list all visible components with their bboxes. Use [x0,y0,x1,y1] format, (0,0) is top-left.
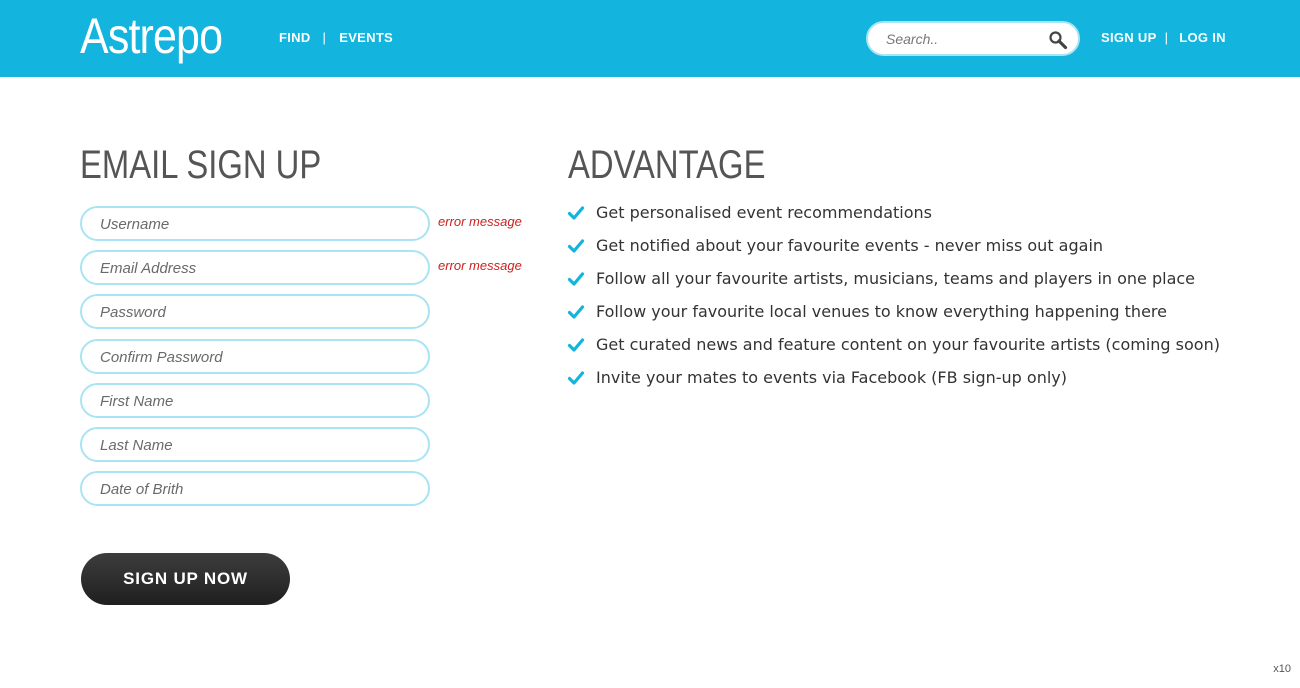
check-icon [568,238,584,254]
check-icon [568,370,584,386]
signup-title: EMAIL SIGN UP [80,143,322,187]
advantage-text: Get notified about your favourite events - never miss out again [596,236,1104,255]
advantage-text: Follow all your favourite artists, musicians, teams and players in one place [596,269,1196,288]
nav-separator: | [322,30,327,45]
username-field [80,206,430,241]
advantage-text: Follow your favourite local venues to know everything happening there [596,302,1167,321]
check-icon [568,205,584,221]
password-field [80,294,430,329]
list-item [568,295,1220,328]
check-icon [568,337,584,353]
last-name-field [80,427,430,462]
signup-link[interactable]: SIGN UP [1101,30,1157,45]
list-item [568,196,1220,229]
auth-nav [1101,30,1226,45]
logo[interactable]: Astrepo [80,8,223,64]
first-name-input[interactable] [100,391,410,411]
site-header [0,0,1300,77]
check-icon [568,271,584,287]
last-name-input[interactable] [100,435,410,455]
date-of-birth-input[interactable] [100,479,410,499]
advantage-list [568,196,1220,394]
auth-separator: | [1164,30,1169,45]
advantage-text: Get personalised event recommendations [596,203,932,222]
nav-find[interactable]: FIND [279,30,311,45]
list-item [568,229,1220,262]
list-item [568,328,1220,361]
advantage-text: Invite your mates to events via Facebook (FB sign-up only) [596,368,1068,387]
advantage-title: ADVANTAGE [568,143,766,187]
search-box [866,21,1080,56]
list-item [568,361,1220,394]
main-nav [279,30,393,45]
password-input[interactable] [100,302,410,322]
zoom-label: x10 [1273,663,1291,675]
email-field [80,250,430,285]
search-icon[interactable] [1048,30,1068,50]
advantage-text: Get curated news and feature content on your favourite artists (coming soon) [596,335,1220,354]
sign-up-now-button[interactable]: SIGN UP NOW [81,553,290,605]
date-of-birth-field [80,471,430,506]
confirm-password-input[interactable] [100,347,410,367]
list-item [568,262,1220,295]
nav-events[interactable]: EVENTS [339,30,394,45]
confirm-password-field [80,339,430,374]
email-input[interactable] [100,258,410,278]
search-input[interactable] [886,29,1046,49]
email-error: error message [438,258,522,273]
username-error: error message [438,214,522,229]
first-name-field [80,383,430,418]
check-icon [568,304,584,320]
login-link[interactable]: LOG IN [1179,30,1226,45]
username-input[interactable] [100,214,410,234]
